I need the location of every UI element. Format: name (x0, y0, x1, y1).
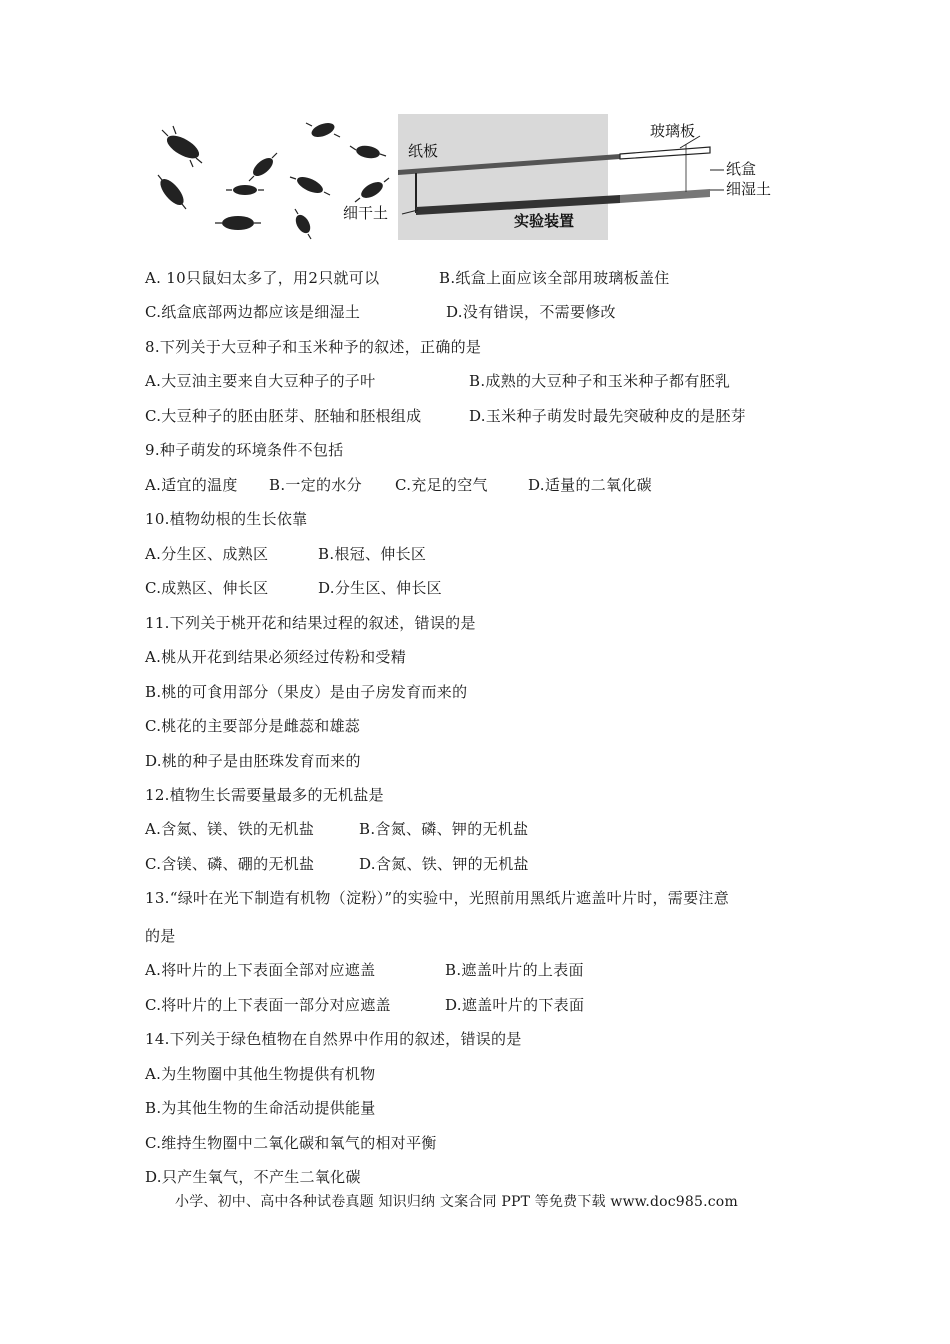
q9-option-d: D.适量的二氧化碳 (528, 476, 652, 494)
label-box: 纸盒 (726, 160, 757, 178)
q12-option-b: B.含氮、磷、钾的无机盐 (359, 820, 529, 838)
q11-stem: 11.下列关于桃开花和结果过程的叙述，错误的是 (145, 614, 476, 632)
q12-option-c: C.含镁、磷、硼的无机盐 (145, 855, 315, 873)
experiment-diagram (150, 112, 790, 244)
photo-background (398, 114, 608, 240)
q14-option-a: A.为生物圈中其他生物提供有机物 (145, 1065, 376, 1083)
label-paperboard: 纸板 (408, 142, 439, 160)
q7-option-a: A. 10只鼠妇太多了，用2只就可以 (145, 269, 380, 287)
label-apparatus: 实验装置 (514, 212, 575, 230)
q10-stem: 10.植物幼根的生长依靠 (145, 510, 308, 528)
q7-option-d: D.没有错误，不需要修改 (446, 303, 616, 321)
q13-option-b: B.遮盖叶片的上表面 (445, 961, 584, 979)
q9-stem: 9.种子萌发的环境条件不包括 (145, 441, 344, 459)
q7-option-c: C.纸盒底部两边都应该是细湿土 (145, 303, 361, 321)
q13-stem-line-1: 13.“绿叶在光下制造有机物（淀粉）”的实验中，光照前用黑纸片遮盖叶片时，需要注意 (145, 889, 729, 907)
q9-option-b: B.一定的水分 (269, 476, 362, 494)
q8-option-a: A.大豆油主要来自大豆种子的子叶 (145, 372, 376, 390)
experiment-figure (150, 112, 790, 244)
q11-option-b: B.桃的可食用部分（果皮）是由子房发育而来的 (145, 683, 468, 701)
label-glass: 玻璃板 (650, 122, 696, 140)
label-wet-soil: 细湿土 (726, 180, 772, 198)
q14-stem: 14.下列关于绿色植物在自然界中作用的叙述，错误的是 (145, 1030, 522, 1048)
q8-option-b: B.成熟的大豆种子和玉米种子都有胚乳 (469, 372, 731, 390)
q13-option-d: D.遮盖叶片的下表面 (445, 996, 585, 1014)
q10-option-b: B.根冠、伸长区 (318, 545, 427, 563)
q9-option-c: C.充足的空气 (395, 476, 488, 494)
q11-option-c: C.桃花的主要部分是雌蕊和雄蕊 (145, 717, 361, 735)
q13-option-c: C.将叶片的上下表面一部分对应遮盖 (145, 996, 391, 1014)
q13-option-a: A.将叶片的上下表面全部对应遮盖 (145, 961, 376, 979)
q7-option-b: B.纸盒上面应该全部用玻璃板盖住 (439, 269, 670, 287)
q14-option-c: C.维持生物圈中二氧化碳和氧气的相对平衡 (145, 1134, 437, 1152)
page-footer: 小学、初中、高中各种试卷真题 知识归纳 文案合同 PPT 等免费下载 www.doc985.com (175, 1194, 738, 1210)
q10-option-d: D.分生区、伸长区 (318, 579, 442, 597)
q14-option-d: D.只产生氧气，不产生二氧化碳 (145, 1168, 361, 1186)
q11-option-a: A.桃从开花到结果必须经过传粉和受精 (145, 648, 407, 666)
q12-stem: 12.植物生长需要量最多的无机盐是 (145, 786, 384, 804)
q9-option-a: A.适宜的温度 (145, 476, 238, 494)
q12-option-a: A.含氮、镁、铁的无机盐 (145, 820, 315, 838)
q8-stem: 8.下列关于大豆种子和玉米种予的叙述，正确的是 (145, 338, 482, 356)
q11-option-d: D.桃的种子是由胚珠发育而来的 (145, 752, 361, 770)
q12-option-d: D.含氮、铁、钾的无机盐 (359, 855, 529, 873)
q10-option-c: C.成熟区、伸长区 (145, 579, 269, 597)
q8-option-c: C.大豆种子的胚由胚芽、胚轴和胚根组成 (145, 407, 422, 425)
q10-option-a: A.分生区、成熟区 (145, 545, 269, 563)
q14-option-b: B.为其他生物的生命活动提供能量 (145, 1099, 376, 1117)
q13-stem-line-2: 的是 (145, 927, 176, 945)
label-dry-soil: 细干土 (343, 204, 389, 222)
q8-option-d: D.玉米种子萌发时最先突破种皮的是胚芽 (469, 407, 746, 425)
